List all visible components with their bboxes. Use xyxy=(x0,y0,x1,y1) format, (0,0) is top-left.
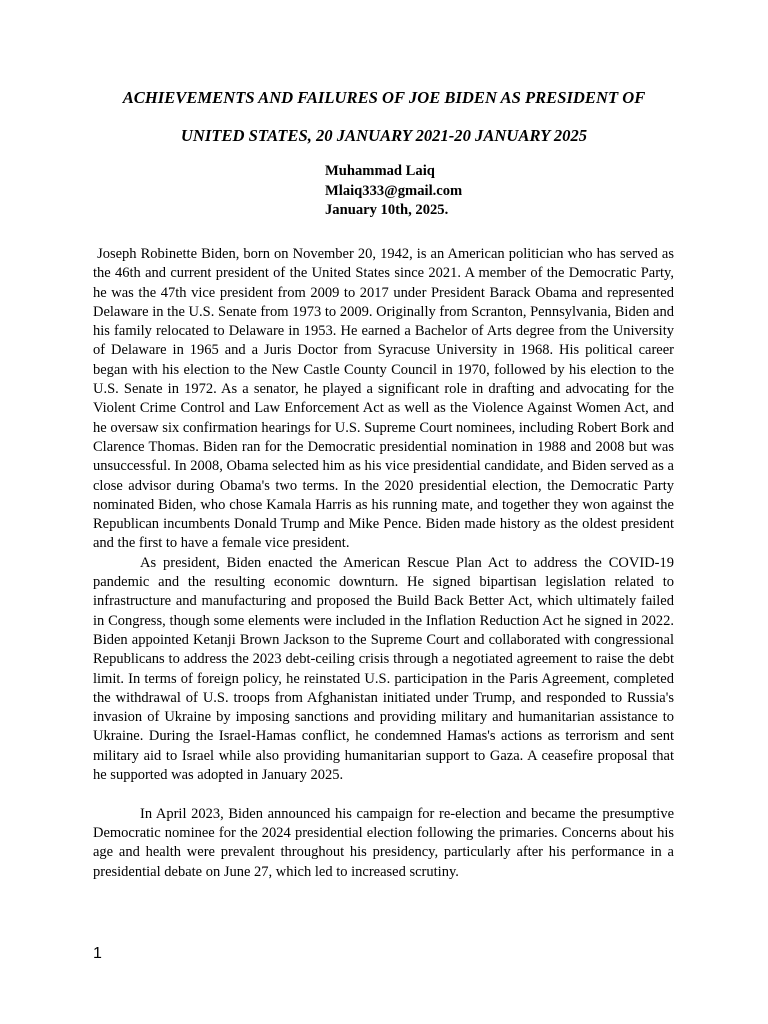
title-line-1: ACHIEVEMENTS AND FAILURES OF JOE BIDEN AS PRESIDENT OF xyxy=(122,88,646,107)
paragraph-2: As president, Biden enacted the American Rescue Plan Act to address the COVID-19 pandemic and the resulting economic downturn. He signed bipartisan legislation related to infrastructure and manufacturing and proposed the Build Back Better Act, which ultimately failed in Congress, though some elements were included in the Inflation Reduction Act he signed in 2022. Biden appointed Ketanji Brown Jackson to the Supreme Court and collaborated with congressional Republicans to address the 2023 debt-ceiling crisis through a negotiated agreement to raise the debt limit. In terms of foreign policy, he reinstated U.S. participation in the Paris Agreement, completed the withdrawal of U.S. troops from Afghanistan initiated under Trump, and responded to Russia's invasion of Ukraine by imposing sanctions and providing military and humanitarian assistance to Ukraine. During the Israel-Hamas conflict, he condemned Hamas's actions as terrorism and sent military aid to Israel while also providing humanitarian support to Gaza. A ceasefire proposal that he supported was adopted in January 2025. xyxy=(93,554,674,784)
author-name: Muhammad Laiq xyxy=(325,163,435,179)
paragraph-3: In April 2023, Biden announced his campaign for re-election and became the presumptive Democratic nominee for the 2024 presidential election following the primaries. Concerns about his age and health were prevalent throughout his presidency, particularly after his performance in a presidential debate on June 27, which led to increased scrutiny. xyxy=(93,805,674,880)
paragraph-1: Joseph Robinette Biden, born on November 20, 1942, is an American politician who has served as the 46th and current president of the United States since 2021. A member of the Democratic Party, he was the 47th vice president from 2009 to 2017 under President Barack Obama and represented Delaware in the U.S. Senate from 1973 to 2009. Originally from Scranton, Pennsylvania, Biden and his family relocated to Delaware in 1953. He earned a Bachelor of Arts degree from the University of Delaware in 1965 and a Juris Doctor from Syracuse University in 1968. His political career began with his election to the New Castle County Council in 1970, followed by his election to the U.S. Senate in 1972. As a senator, he played a significant role in drafting and advocating for the Violent Crime Control and Law Enforcement Act as well as the Violence Against Women Act, and he oversaw six confirmation hearings for U.S. Supreme Court nominees, including Robert Bork and Clarence Thomas. Biden ran for the Democratic presidential nomination in 1988 and 2008 but was unsuccessful. In 2008, Obama selected him as his vice presidential candidate, and Biden served as a close advisor during Obama's two terms. In the 2020 presidential election, the Democratic Party nominated Biden, who chose Kamala Harris as his running mate, and together they won against the Republican incumbents Donald Trump and Mike Pence. Biden made history as the oldest president and the first to have a female vice president. xyxy=(93,246,678,552)
author-email: Mlaiq333@gmail.com xyxy=(325,182,463,199)
title-line-2: UNITED STATES, 20 JANUARY 2021-20 JANUARY 2025 xyxy=(180,126,588,145)
page-number: 1 xyxy=(93,945,102,962)
document-date: January 10th, 2025. xyxy=(325,202,449,218)
body-text xyxy=(93,245,678,882)
author-block xyxy=(325,162,462,221)
